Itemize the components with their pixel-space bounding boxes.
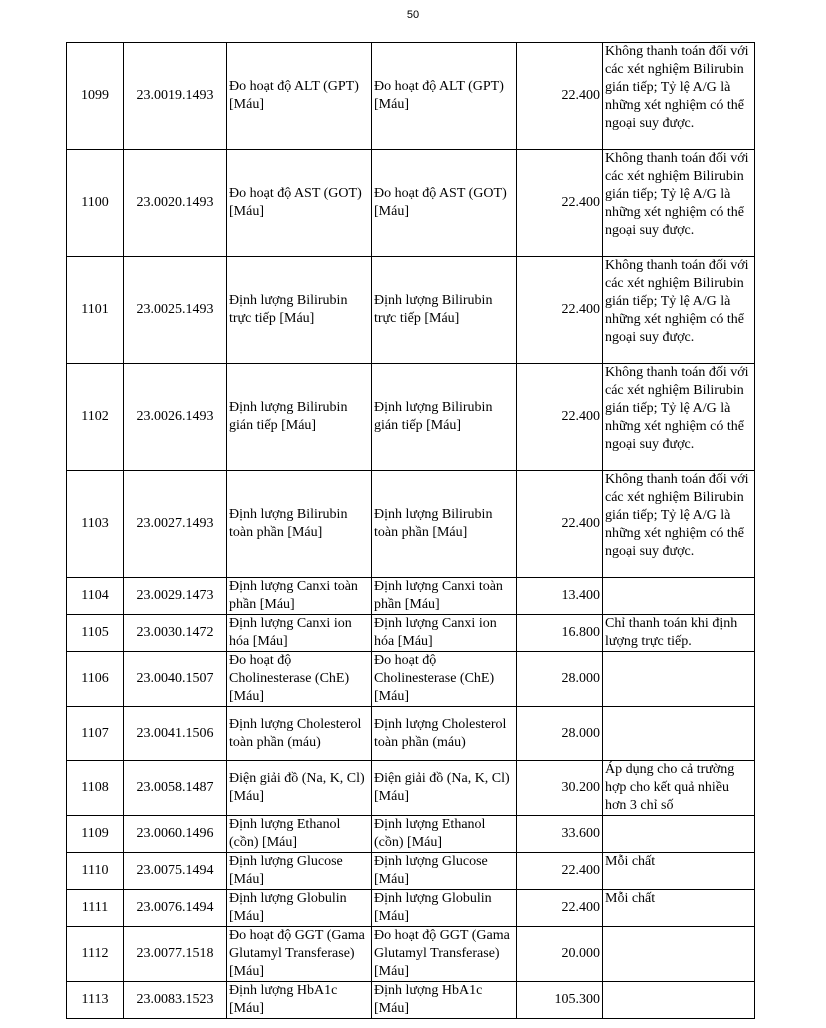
approved-name-cell xyxy=(372,43,517,150)
service-name-cell-text: Định lượng Ethanol (cồn) [Máu] xyxy=(229,817,341,850)
stt-cell xyxy=(67,150,124,257)
note-cell xyxy=(603,853,755,890)
table-row xyxy=(67,761,755,816)
price-cell xyxy=(517,43,603,150)
code-cell-text: 23.0026.1493 xyxy=(136,409,214,424)
stt-cell xyxy=(67,43,124,150)
service-name-cell-text: Đo hoạt độ AST (GOT) [Máu] xyxy=(229,186,362,219)
code-cell-text: 23.0020.1493 xyxy=(136,195,214,210)
note-cell xyxy=(603,652,755,707)
note-cell xyxy=(603,707,755,761)
code-cell-text: 23.0076.1494 xyxy=(136,900,214,915)
price-cell-text: 22.400 xyxy=(561,516,600,531)
service-name-cell-text: Định lượng Canxi ion hóa [Máu] xyxy=(229,616,352,649)
service-name-cell xyxy=(227,471,372,578)
stt-cell-text: 1101 xyxy=(81,302,109,317)
approved-name-cell-text: Định lượng Ethanol (cồn) [Máu] xyxy=(374,817,486,850)
service-name-cell xyxy=(227,761,372,816)
note-cell-text: Mỗi chất xyxy=(605,891,656,906)
service-name-cell-text: Đo hoạt độ ALT (GPT) [Máu] xyxy=(229,79,359,112)
approved-name-cell-text: Định lượng Cholesterol toàn phần (máu) xyxy=(374,716,507,750)
stt-cell xyxy=(67,761,124,816)
table-row xyxy=(67,890,755,927)
service-name-cell-text: Đo hoạt độ GGT (Gama Glutamyl Transferase) [Máu] xyxy=(229,928,365,979)
service-name-cell-text: Định lượng Bilirubin toàn phần [Máu] xyxy=(229,507,348,540)
service-name-cell xyxy=(227,652,372,707)
stt-cell-text: 1099 xyxy=(81,88,109,103)
stt-cell xyxy=(67,853,124,890)
stt-cell-text: 1100 xyxy=(81,195,109,210)
stt-cell xyxy=(67,257,124,364)
note-cell xyxy=(603,578,755,615)
table-row xyxy=(67,927,755,982)
code-cell xyxy=(124,853,227,890)
note-cell-text: Áp dụng cho cả trường hợp cho kết quả nhiều hơn 3 chỉ số xyxy=(605,762,735,813)
stt-cell xyxy=(67,471,124,578)
approved-name-cell-text: Đo hoạt độ GGT (Gama Glutamyl Transferase) [Máu] xyxy=(374,928,510,979)
table-row xyxy=(67,816,755,853)
code-cell-text: 23.0030.1472 xyxy=(136,625,214,640)
approved-name-cell-text: Định lượng Globulin [Máu] xyxy=(374,891,492,924)
price-cell-text: 20.000 xyxy=(561,946,600,961)
table-row xyxy=(67,471,755,578)
note-cell xyxy=(603,927,755,982)
price-cell xyxy=(517,853,603,890)
stt-cell xyxy=(67,890,124,927)
table-row xyxy=(67,364,755,471)
price-cell xyxy=(517,257,603,364)
service-name-cell xyxy=(227,927,372,982)
stt-cell xyxy=(67,364,124,471)
code-cell xyxy=(124,257,227,364)
code-cell xyxy=(124,707,227,761)
approved-name-cell-text: Định lượng Bilirubin trực tiếp [Máu] xyxy=(374,293,493,326)
service-name-cell xyxy=(227,707,372,761)
stt-cell-text: 1111 xyxy=(81,900,109,915)
approved-name-cell xyxy=(372,615,517,652)
note-cell-text: Không thanh toán đối với các xét nghiệm Bilirubin gián tiếp; Tỷ lệ A/G là những xét nghiệm có thể ngoại suy được. xyxy=(605,365,749,452)
stt-cell-text: 1108 xyxy=(81,780,109,795)
stt-cell-text: 1105 xyxy=(81,625,109,640)
service-name-cell xyxy=(227,890,372,927)
code-cell xyxy=(124,150,227,257)
note-cell-text: Chỉ thanh toán khi định lượng trực tiếp. xyxy=(605,616,738,649)
code-cell-text: 23.0019.1493 xyxy=(136,88,214,103)
price-cell-text: 22.400 xyxy=(561,88,600,103)
price-cell xyxy=(517,150,603,257)
code-cell-text: 23.0083.1523 xyxy=(136,992,214,1007)
code-cell-text: 23.0060.1496 xyxy=(136,826,214,841)
price-cell xyxy=(517,761,603,816)
approved-name-cell xyxy=(372,761,517,816)
code-cell-text: 23.0027.1493 xyxy=(136,516,214,531)
stt-cell xyxy=(67,652,124,707)
note-cell xyxy=(603,816,755,853)
code-cell xyxy=(124,761,227,816)
code-cell-text: 23.0029.1473 xyxy=(136,588,214,603)
table-row xyxy=(67,578,755,615)
note-cell-text: Không thanh toán đối với các xét nghiệm Bilirubin gián tiếp; Tỷ lệ A/G là những xét nghiệm có thể ngoại suy được. xyxy=(605,258,749,345)
price-cell-text: 33.600 xyxy=(561,826,600,841)
price-cell-text: 22.400 xyxy=(561,409,600,424)
service-name-cell xyxy=(227,982,372,1019)
approved-name-cell xyxy=(372,257,517,364)
price-cell xyxy=(517,707,603,761)
price-cell-text: 22.400 xyxy=(561,900,600,915)
price-cell xyxy=(517,816,603,853)
stt-cell-text: 1104 xyxy=(81,588,109,603)
code-cell-text: 23.0075.1494 xyxy=(136,863,214,878)
stt-cell-text: 1103 xyxy=(81,516,109,531)
service-name-cell-text: Định lượng Glucose [Máu] xyxy=(229,854,343,887)
code-cell xyxy=(124,927,227,982)
note-cell xyxy=(603,982,755,1019)
approved-name-cell-text: Điện giải đồ (Na, K, Cl) [Máu] xyxy=(374,771,510,804)
stt-cell-text: 1112 xyxy=(81,946,109,961)
service-name-cell-text: Định lượng Cholesterol toàn phần (máu) xyxy=(229,716,362,750)
service-name-cell-text: Định lượng Canxi toàn phần [Máu] xyxy=(229,579,358,612)
price-cell xyxy=(517,652,603,707)
price-cell-text: 28.000 xyxy=(561,671,600,686)
approved-name-cell-text: Đo hoạt độ AST (GOT) [Máu] xyxy=(374,186,507,219)
stt-cell-text: 1102 xyxy=(81,409,109,424)
table-row xyxy=(67,257,755,364)
table-row xyxy=(67,615,755,652)
price-cell-text: 22.400 xyxy=(561,863,600,878)
note-cell-text: Mỗi chất xyxy=(605,854,656,869)
price-cell-text: 30.200 xyxy=(561,780,600,795)
note-cell xyxy=(603,615,755,652)
table-row xyxy=(67,652,755,707)
price-cell xyxy=(517,890,603,927)
code-cell-text: 23.0040.1507 xyxy=(136,671,214,686)
table-row xyxy=(67,707,755,761)
note-cell xyxy=(603,761,755,816)
price-cell xyxy=(517,578,603,615)
stt-cell xyxy=(67,578,124,615)
approved-name-cell xyxy=(372,982,517,1019)
service-name-cell-text: Định lượng HbA1c [Máu] xyxy=(229,983,338,1016)
code-cell xyxy=(124,816,227,853)
approved-name-cell-text: Đo hoạt độ ALT (GPT) [Máu] xyxy=(374,79,504,112)
approved-name-cell-text: Định lượng Bilirubin toàn phần [Máu] xyxy=(374,507,493,540)
stt-cell xyxy=(67,982,124,1019)
service-name-cell xyxy=(227,43,372,150)
stt-cell-text: 1109 xyxy=(81,826,109,841)
note-cell xyxy=(603,150,755,257)
stt-cell xyxy=(67,816,124,853)
price-cell-text: 22.400 xyxy=(561,195,600,210)
note-cell xyxy=(603,43,755,150)
note-cell xyxy=(603,364,755,471)
table-row xyxy=(67,853,755,890)
code-cell xyxy=(124,578,227,615)
approved-name-cell-text: Định lượng Bilirubin gián tiếp [Máu] xyxy=(374,400,493,433)
approved-name-cell xyxy=(372,816,517,853)
code-cell-text: 23.0077.1518 xyxy=(136,946,214,961)
price-cell xyxy=(517,982,603,1019)
code-cell-text: 23.0058.1487 xyxy=(136,780,214,795)
approved-name-cell xyxy=(372,150,517,257)
code-cell xyxy=(124,43,227,150)
stt-cell-text: 1113 xyxy=(81,992,109,1007)
service-name-cell xyxy=(227,578,372,615)
price-cell-text: 28.000 xyxy=(561,725,600,741)
price-cell-text: 13.400 xyxy=(561,588,600,603)
code-cell xyxy=(124,652,227,707)
price-cell xyxy=(517,615,603,652)
price-cell-text: 16.800 xyxy=(561,625,600,640)
note-cell xyxy=(603,257,755,364)
service-name-cell xyxy=(227,816,372,853)
approved-name-cell xyxy=(372,652,517,707)
approved-name-cell xyxy=(372,707,517,761)
table-body xyxy=(67,43,755,1019)
approved-name-cell-text: Định lượng Canxi ion hóa [Máu] xyxy=(374,616,497,649)
code-cell-text: 23.0041.1506 xyxy=(136,725,214,741)
service-name-cell xyxy=(227,257,372,364)
stt-cell xyxy=(67,927,124,982)
table-row xyxy=(67,982,755,1019)
stt-cell xyxy=(67,707,124,761)
approved-name-cell-text: Định lượng Canxi toàn phần [Máu] xyxy=(374,579,503,612)
approved-name-cell xyxy=(372,364,517,471)
approved-name-cell-text: Định lượng HbA1c [Máu] xyxy=(374,983,483,1016)
table-row xyxy=(67,150,755,257)
approved-name-cell-text: Định lượng Glucose [Máu] xyxy=(374,854,488,887)
code-cell xyxy=(124,364,227,471)
price-cell xyxy=(517,471,603,578)
service-name-cell-text: Điện giải đồ (Na, K, Cl) [Máu] xyxy=(229,771,365,804)
service-name-cell-text: Định lượng Globulin [Máu] xyxy=(229,891,347,924)
code-cell xyxy=(124,890,227,927)
note-cell-text: Không thanh toán đối với các xét nghiệm Bilirubin gián tiếp; Tỷ lệ A/G là những xét nghiệm có thể ngoại suy được. xyxy=(605,151,749,238)
price-table xyxy=(66,42,755,1019)
price-cell xyxy=(517,927,603,982)
approved-name-cell xyxy=(372,927,517,982)
price-cell xyxy=(517,364,603,471)
service-name-cell-text: Đo hoạt độ Cholinesterase (ChE) [Máu] xyxy=(229,653,350,704)
code-cell xyxy=(124,471,227,578)
code-cell-text: 23.0025.1493 xyxy=(136,302,214,317)
page-number: 50 xyxy=(406,9,420,21)
code-cell xyxy=(124,615,227,652)
approved-name-cell xyxy=(372,890,517,927)
approved-name-cell xyxy=(372,471,517,578)
stt-cell xyxy=(67,615,124,652)
service-name-cell-text: Định lượng Bilirubin gián tiếp [Máu] xyxy=(229,400,348,433)
note-cell-text: Không thanh toán đối với các xét nghiệm Bilirubin gián tiếp; Tỷ lệ A/G là những xét nghiệm có thể ngoại suy được. xyxy=(605,472,749,559)
stt-cell-text: 1106 xyxy=(81,671,109,686)
note-cell xyxy=(603,890,755,927)
note-cell xyxy=(603,471,755,578)
price-cell-text: 105.300 xyxy=(554,992,600,1007)
approved-name-cell-text: Đo hoạt độ Cholinesterase (ChE) [Máu] xyxy=(374,653,495,704)
approved-name-cell xyxy=(372,578,517,615)
service-name-cell xyxy=(227,150,372,257)
stt-cell-text: 1110 xyxy=(81,863,109,878)
service-name-cell xyxy=(227,364,372,471)
service-name-cell xyxy=(227,615,372,652)
approved-name-cell xyxy=(372,853,517,890)
note-cell-text: Không thanh toán đối với các xét nghiệm Bilirubin gián tiếp; Tỷ lệ A/G là những xét nghiệm có thể ngoại suy được. xyxy=(605,44,749,131)
service-name-cell-text: Định lượng Bilirubin trực tiếp [Máu] xyxy=(229,293,348,326)
table-row xyxy=(67,43,755,150)
price-cell-text: 22.400 xyxy=(561,302,600,317)
service-name-cell xyxy=(227,853,372,890)
code-cell xyxy=(124,982,227,1019)
stt-cell-text: 1107 xyxy=(81,725,109,741)
